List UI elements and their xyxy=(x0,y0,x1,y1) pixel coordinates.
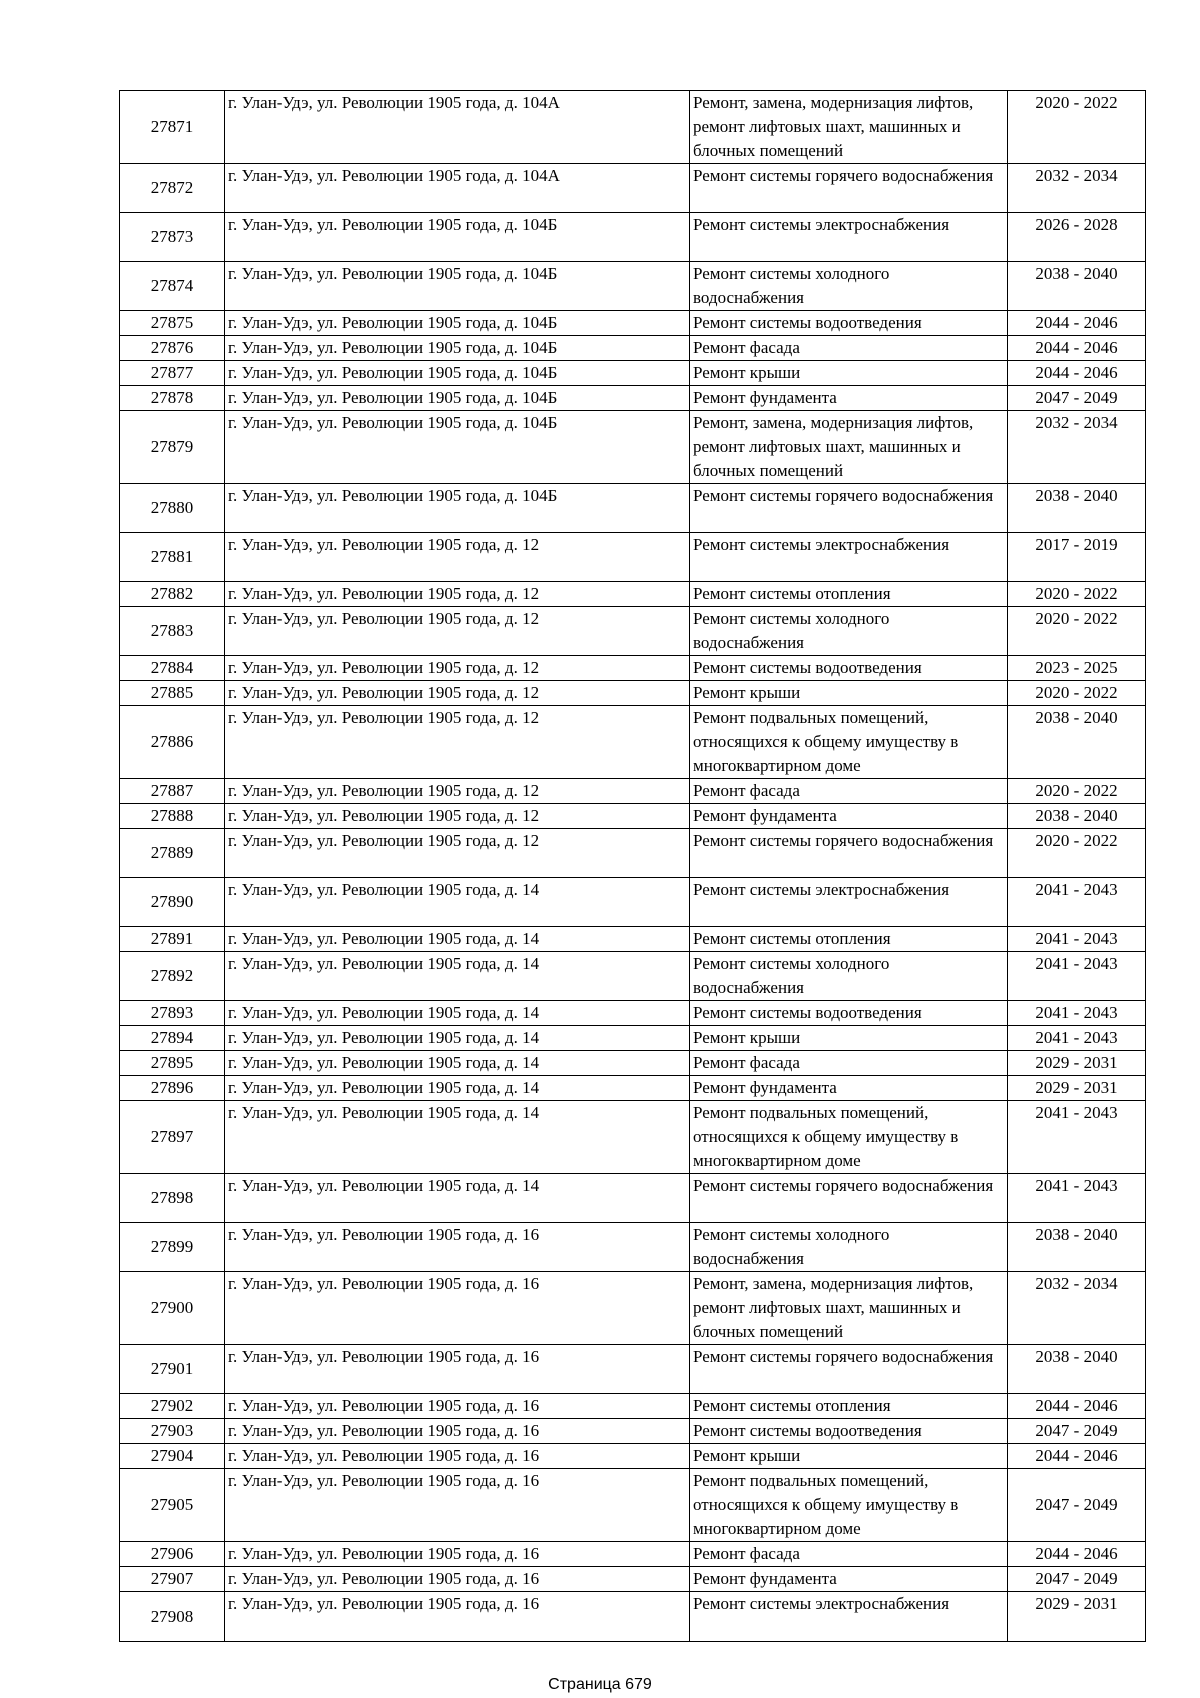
row-period: 2029 - 2031 xyxy=(1008,1051,1146,1076)
page-footer: Страница 679 xyxy=(548,1676,652,1693)
row-address: г. Улан-Удэ, ул. Революции 1905 года, д. 16 xyxy=(225,1567,690,1592)
table-row xyxy=(120,829,1146,878)
row-period: 2038 - 2040 xyxy=(1008,804,1146,829)
row-work-type: Ремонт системы отопления xyxy=(690,1394,1008,1419)
row-number: 27907 xyxy=(120,1567,225,1592)
table-row xyxy=(120,607,1146,656)
row-period: 2029 - 2031 xyxy=(1008,1592,1146,1642)
row-work-type: Ремонт системы горячего водоснабжения xyxy=(690,829,1008,878)
table-row xyxy=(120,1076,1146,1101)
row-address: г. Улан-Удэ, ул. Революции 1905 года, д. 104Б xyxy=(225,311,690,336)
table-row xyxy=(120,804,1146,829)
table-row xyxy=(120,1026,1146,1051)
row-work-type: Ремонт крыши xyxy=(690,1444,1008,1469)
table-body xyxy=(120,91,1146,1642)
row-work-type: Ремонт фасада xyxy=(690,1542,1008,1567)
table-row xyxy=(120,1444,1146,1469)
row-period: 2044 - 2046 xyxy=(1008,1394,1146,1419)
row-period: 2032 - 2034 xyxy=(1008,1272,1146,1345)
row-number: 27881 xyxy=(120,533,225,582)
row-work-type: Ремонт фундамента xyxy=(690,1567,1008,1592)
row-address: г. Улан-Удэ, ул. Революции 1905 года, д. 12 xyxy=(225,607,690,656)
row-address: г. Улан-Удэ, ул. Революции 1905 года, д. 16 xyxy=(225,1345,690,1394)
table-row xyxy=(120,336,1146,361)
table-row xyxy=(120,311,1146,336)
row-work-type: Ремонт фундамента xyxy=(690,386,1008,411)
row-number: 27882 xyxy=(120,582,225,607)
row-work-type: Ремонт системы водоотведения xyxy=(690,1419,1008,1444)
table-row xyxy=(120,361,1146,386)
row-work-type: Ремонт подвальных помещений, относящихся к общему имуществу в многоквартирном доме xyxy=(690,1469,1008,1542)
row-address: г. Улан-Удэ, ул. Революции 1905 года, д. 12 xyxy=(225,829,690,878)
row-number: 27872 xyxy=(120,164,225,213)
table-row xyxy=(120,386,1146,411)
table-row xyxy=(120,952,1146,1001)
table-row xyxy=(120,1223,1146,1272)
row-address: г. Улан-Удэ, ул. Революции 1905 года, д. 14 xyxy=(225,927,690,952)
row-number: 27893 xyxy=(120,1001,225,1026)
row-number: 27903 xyxy=(120,1419,225,1444)
row-number: 27888 xyxy=(120,804,225,829)
row-work-type: Ремонт фундамента xyxy=(690,1076,1008,1101)
row-period: 2041 - 2043 xyxy=(1008,927,1146,952)
row-period: 2041 - 2043 xyxy=(1008,1001,1146,1026)
row-number: 27890 xyxy=(120,878,225,927)
row-period: 2020 - 2022 xyxy=(1008,607,1146,656)
row-address: г. Улан-Удэ, ул. Революции 1905 года, д. 104А xyxy=(225,164,690,213)
table-row xyxy=(120,656,1146,681)
row-number: 27891 xyxy=(120,927,225,952)
row-number: 27874 xyxy=(120,262,225,311)
row-number: 27875 xyxy=(120,311,225,336)
row-address: г. Улан-Удэ, ул. Революции 1905 года, д. 14 xyxy=(225,1051,690,1076)
row-address: г. Улан-Удэ, ул. Революции 1905 года, д. 12 xyxy=(225,681,690,706)
row-work-type: Ремонт системы отопления xyxy=(690,582,1008,607)
table-row xyxy=(120,1469,1146,1542)
table-row xyxy=(120,1174,1146,1223)
row-period: 2017 - 2019 xyxy=(1008,533,1146,582)
row-period: 2044 - 2046 xyxy=(1008,336,1146,361)
row-period: 2041 - 2043 xyxy=(1008,1101,1146,1174)
row-work-type: Ремонт системы горячего водоснабжения xyxy=(690,1345,1008,1394)
row-period: 2020 - 2022 xyxy=(1008,681,1146,706)
row-address: г. Улан-Удэ, ул. Революции 1905 года, д. 16 xyxy=(225,1272,690,1345)
row-work-type: Ремонт фасада xyxy=(690,779,1008,804)
row-work-type: Ремонт системы холодного водоснабжения xyxy=(690,1223,1008,1272)
table-row xyxy=(120,1345,1146,1394)
row-work-type: Ремонт системы отопления xyxy=(690,927,1008,952)
row-work-type: Ремонт фундамента xyxy=(690,804,1008,829)
row-period: 2038 - 2040 xyxy=(1008,484,1146,533)
row-address: г. Улан-Удэ, ул. Революции 1905 года, д. 14 xyxy=(225,1026,690,1051)
row-number: 27892 xyxy=(120,952,225,1001)
row-number: 27873 xyxy=(120,213,225,262)
row-work-type: Ремонт фасада xyxy=(690,1051,1008,1076)
row-number: 27905 xyxy=(120,1469,225,1542)
row-address: г. Улан-Удэ, ул. Революции 1905 года, д. 12 xyxy=(225,779,690,804)
row-work-type: Ремонт подвальных помещений, относящихся к общему имуществу в многоквартирном доме xyxy=(690,1101,1008,1174)
row-work-type: Ремонт системы горячего водоснабжения xyxy=(690,164,1008,213)
table-row xyxy=(120,927,1146,952)
row-work-type: Ремонт системы водоотведения xyxy=(690,1001,1008,1026)
table-row xyxy=(120,1051,1146,1076)
row-number: 27898 xyxy=(120,1174,225,1223)
row-number: 27889 xyxy=(120,829,225,878)
row-address: г. Улан-Удэ, ул. Революции 1905 года, д. 16 xyxy=(225,1444,690,1469)
row-work-type: Ремонт крыши xyxy=(690,361,1008,386)
row-period: 2020 - 2022 xyxy=(1008,829,1146,878)
row-number: 27877 xyxy=(120,361,225,386)
row-work-type: Ремонт крыши xyxy=(690,681,1008,706)
row-work-type: Ремонт системы холодного водоснабжения xyxy=(690,952,1008,1001)
table-row xyxy=(120,533,1146,582)
row-number: 27899 xyxy=(120,1223,225,1272)
row-address: г. Улан-Удэ, ул. Революции 1905 года, д. 16 xyxy=(225,1542,690,1567)
table-row xyxy=(120,706,1146,779)
row-address: г. Улан-Удэ, ул. Революции 1905 года, д. 12 xyxy=(225,582,690,607)
row-work-type: Ремонт системы водоотведения xyxy=(690,656,1008,681)
table-row xyxy=(120,1001,1146,1026)
row-number: 27887 xyxy=(120,779,225,804)
row-number: 27897 xyxy=(120,1101,225,1174)
row-work-type: Ремонт системы горячего водоснабжения xyxy=(690,1174,1008,1223)
row-period: 2038 - 2040 xyxy=(1008,706,1146,779)
table-row xyxy=(120,262,1146,311)
row-address: г. Улан-Удэ, ул. Революции 1905 года, д. 14 xyxy=(225,952,690,1001)
row-work-type: Ремонт системы холодного водоснабжения xyxy=(690,262,1008,311)
row-number: 27883 xyxy=(120,607,225,656)
row-work-type: Ремонт системы холодного водоснабжения xyxy=(690,607,1008,656)
row-number: 27900 xyxy=(120,1272,225,1345)
row-address: г. Улан-Удэ, ул. Революции 1905 года, д. 16 xyxy=(225,1592,690,1642)
row-address: г. Улан-Удэ, ул. Революции 1905 года, д. 12 xyxy=(225,804,690,829)
table-row xyxy=(120,1567,1146,1592)
row-number: 27906 xyxy=(120,1542,225,1567)
row-period: 2020 - 2022 xyxy=(1008,91,1146,164)
row-address: г. Улан-Удэ, ул. Революции 1905 года, д. 16 xyxy=(225,1394,690,1419)
row-period: 2038 - 2040 xyxy=(1008,1223,1146,1272)
row-number: 27904 xyxy=(120,1444,225,1469)
row-work-type: Ремонт подвальных помещений, относящихся к общему имуществу в многоквартирном доме xyxy=(690,706,1008,779)
row-period: 2047 - 2049 xyxy=(1008,1419,1146,1444)
row-address: г. Улан-Удэ, ул. Революции 1905 года, д. 14 xyxy=(225,1174,690,1223)
row-address: г. Улан-Удэ, ул. Революции 1905 года, д. 14 xyxy=(225,878,690,927)
row-period: 2032 - 2034 xyxy=(1008,164,1146,213)
row-address: г. Улан-Удэ, ул. Революции 1905 года, д. 104Б xyxy=(225,336,690,361)
row-address: г. Улан-Удэ, ул. Революции 1905 года, д. 104А xyxy=(225,91,690,164)
table-row xyxy=(120,411,1146,484)
row-number: 27895 xyxy=(120,1051,225,1076)
table-row xyxy=(120,1394,1146,1419)
row-period: 2026 - 2028 xyxy=(1008,213,1146,262)
row-number: 27894 xyxy=(120,1026,225,1051)
row-period: 2041 - 2043 xyxy=(1008,878,1146,927)
row-address: г. Улан-Удэ, ул. Революции 1905 года, д. 104Б xyxy=(225,361,690,386)
row-address: г. Улан-Удэ, ул. Революции 1905 года, д. 104Б xyxy=(225,213,690,262)
row-number: 27871 xyxy=(120,91,225,164)
row-address: г. Улан-Удэ, ул. Революции 1905 года, д. 14 xyxy=(225,1101,690,1174)
row-work-type: Ремонт фасада xyxy=(690,336,1008,361)
table-row xyxy=(120,213,1146,262)
repair-schedule-table xyxy=(119,90,1146,1642)
row-number: 27884 xyxy=(120,656,225,681)
row-period: 2047 - 2049 xyxy=(1008,386,1146,411)
row-period: 2038 - 2040 xyxy=(1008,1345,1146,1394)
row-number: 27902 xyxy=(120,1394,225,1419)
table-row xyxy=(120,681,1146,706)
table-row xyxy=(120,1272,1146,1345)
row-address: г. Улан-Удэ, ул. Революции 1905 года, д. 16 xyxy=(225,1223,690,1272)
row-period: 2044 - 2046 xyxy=(1008,311,1146,336)
row-number: 27896 xyxy=(120,1076,225,1101)
row-period: 2020 - 2022 xyxy=(1008,779,1146,804)
row-number: 27901 xyxy=(120,1345,225,1394)
row-work-type: Ремонт системы электроснабжения xyxy=(690,878,1008,927)
table-row xyxy=(120,1101,1146,1174)
table-row xyxy=(120,1419,1146,1444)
row-period: 2032 - 2034 xyxy=(1008,411,1146,484)
row-address: г. Улан-Удэ, ул. Революции 1905 года, д. 104Б xyxy=(225,484,690,533)
row-period: 2041 - 2043 xyxy=(1008,952,1146,1001)
row-address: г. Улан-Удэ, ул. Революции 1905 года, д. 16 xyxy=(225,1469,690,1542)
table-row xyxy=(120,91,1146,164)
row-work-type: Ремонт, замена, модернизация лифтов, ремонт лифтовых шахт, машинных и блочных помещений xyxy=(690,91,1008,164)
row-address: г. Улан-Удэ, ул. Революции 1905 года, д. 14 xyxy=(225,1076,690,1101)
row-period: 2047 - 2049 xyxy=(1008,1567,1146,1592)
row-address: г. Улан-Удэ, ул. Революции 1905 года, д. 12 xyxy=(225,656,690,681)
row-address: г. Улан-Удэ, ул. Революции 1905 года, д. 104Б xyxy=(225,386,690,411)
row-address: г. Улан-Удэ, ул. Революции 1905 года, д. 12 xyxy=(225,533,690,582)
row-period: 2044 - 2046 xyxy=(1008,1542,1146,1567)
row-address: г. Улан-Удэ, ул. Революции 1905 года, д. 104Б xyxy=(225,262,690,311)
row-period: 2020 - 2022 xyxy=(1008,582,1146,607)
row-number: 27886 xyxy=(120,706,225,779)
row-number: 27885 xyxy=(120,681,225,706)
row-work-type: Ремонт системы электроснабжения xyxy=(690,1592,1008,1642)
table-row xyxy=(120,582,1146,607)
row-address: г. Улан-Удэ, ул. Революции 1905 года, д. 16 xyxy=(225,1419,690,1444)
row-address: г. Улан-Удэ, ул. Революции 1905 года, д. 14 xyxy=(225,1001,690,1026)
table-row xyxy=(120,779,1146,804)
table-row xyxy=(120,1542,1146,1567)
table-row xyxy=(120,1592,1146,1642)
table-row xyxy=(120,164,1146,213)
row-work-type: Ремонт крыши xyxy=(690,1026,1008,1051)
row-period: 2038 - 2040 xyxy=(1008,262,1146,311)
row-work-type: Ремонт системы горячего водоснабжения xyxy=(690,484,1008,533)
row-number: 27879 xyxy=(120,411,225,484)
row-period: 2041 - 2043 xyxy=(1008,1026,1146,1051)
row-period: 2029 - 2031 xyxy=(1008,1076,1146,1101)
row-work-type: Ремонт системы электроснабжения xyxy=(690,213,1008,262)
row-number: 27878 xyxy=(120,386,225,411)
row-number: 27876 xyxy=(120,336,225,361)
table-row xyxy=(120,484,1146,533)
row-address: г. Улан-Удэ, ул. Революции 1905 года, д. 104Б xyxy=(225,411,690,484)
row-period: 2023 - 2025 xyxy=(1008,656,1146,681)
row-work-type: Ремонт системы электроснабжения xyxy=(690,533,1008,582)
row-period: 2047 - 2049 xyxy=(1008,1469,1146,1542)
row-work-type: Ремонт, замена, модернизация лифтов, ремонт лифтовых шахт, машинных и блочных помещений xyxy=(690,411,1008,484)
row-number: 27880 xyxy=(120,484,225,533)
row-work-type: Ремонт системы водоотведения xyxy=(690,311,1008,336)
table-row xyxy=(120,878,1146,927)
row-number: 27908 xyxy=(120,1592,225,1642)
row-period: 2044 - 2046 xyxy=(1008,361,1146,386)
row-work-type: Ремонт, замена, модернизация лифтов, ремонт лифтовых шахт, машинных и блочных помещений xyxy=(690,1272,1008,1345)
row-address: г. Улан-Удэ, ул. Революции 1905 года, д. 12 xyxy=(225,706,690,779)
row-period: 2041 - 2043 xyxy=(1008,1174,1146,1223)
row-period: 2044 - 2046 xyxy=(1008,1444,1146,1469)
